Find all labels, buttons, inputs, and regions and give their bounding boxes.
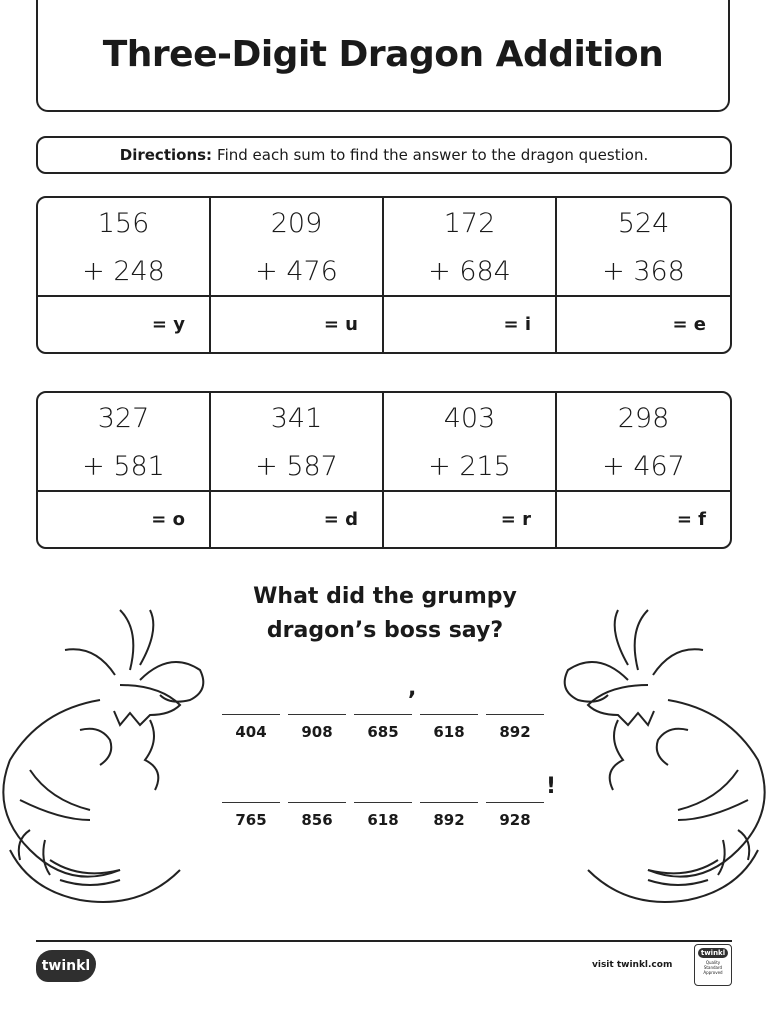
addend-1: 298	[617, 402, 670, 434]
answer-row-2	[222, 802, 544, 829]
answer-field[interactable]: = r	[500, 509, 531, 530]
slot-code: 618	[433, 723, 465, 741]
problem-cell	[211, 198, 384, 352]
answer-field[interactable]: = u	[323, 314, 358, 335]
slot-code: 892	[499, 723, 531, 741]
answer-slot[interactable]	[486, 714, 544, 741]
comma-mark: ,	[408, 676, 417, 701]
addend-1: 524	[617, 207, 670, 239]
answer-slot[interactable]	[288, 714, 346, 741]
problem-cell	[384, 393, 557, 547]
answer-slot[interactable]	[420, 714, 478, 741]
slot-code: 618	[367, 811, 399, 829]
directions-text: Find each sum to find the answer to the dragon question.	[217, 146, 649, 164]
question-line-1: What did the grumpy	[253, 584, 517, 609]
footer-divider	[36, 940, 732, 942]
answer-slot[interactable]	[354, 714, 412, 741]
problem-cell	[557, 198, 730, 352]
badge-text: Quality Standard Approved	[703, 960, 723, 975]
addend-1: 209	[270, 207, 323, 239]
riddle-question	[200, 580, 570, 648]
answer-slot[interactable]	[354, 802, 412, 829]
problem-cell	[557, 393, 730, 547]
question-line-2: dragon’s boss say?	[266, 618, 504, 643]
answer-field[interactable]: = o	[151, 509, 185, 530]
addend-2: + 587	[255, 450, 338, 482]
dragon-illustration-left	[0, 600, 220, 920]
slot-code: 856	[301, 811, 333, 829]
addend-2: + 581	[82, 450, 165, 482]
problem-cell	[38, 198, 211, 352]
slot-code: 685	[367, 723, 399, 741]
addend-2: + 476	[255, 255, 338, 287]
page-title: Three-Digit Dragon Addition	[102, 33, 664, 75]
quality-badge	[694, 944, 732, 986]
slot-code: 908	[301, 723, 333, 741]
addend-1: 341	[270, 402, 323, 434]
directions-label: Directions:	[119, 146, 213, 164]
answer-slot[interactable]	[486, 802, 544, 829]
problem-cell	[384, 198, 557, 352]
answer-slot[interactable]	[222, 802, 280, 829]
answer-field[interactable]: = d	[323, 509, 358, 530]
directions-box	[36, 136, 732, 174]
problem-grid-2	[36, 391, 732, 549]
visit-link[interactable]: visit twinkl.com	[592, 960, 673, 970]
addend-1: 403	[443, 402, 496, 434]
problem-cell	[38, 393, 211, 547]
answer-field[interactable]: = i	[503, 314, 531, 335]
answer-slot[interactable]	[288, 802, 346, 829]
slot-code: 404	[235, 723, 267, 741]
addend-2: + 368	[602, 255, 685, 287]
dragon-illustration-right	[548, 600, 768, 920]
title-box	[36, 0, 730, 112]
badge-logo: twinkl	[698, 948, 728, 958]
slot-code: 892	[433, 811, 465, 829]
exclamation-mark: !	[546, 774, 557, 799]
slot-code: 765	[235, 811, 267, 829]
answer-field[interactable]: = f	[676, 509, 706, 530]
addend-1: 172	[443, 207, 496, 239]
answer-field[interactable]: = y	[151, 314, 185, 335]
slot-code: 928	[499, 811, 531, 829]
answer-slot[interactable]	[222, 714, 280, 741]
twinkl-logo[interactable]: twinkl	[36, 950, 96, 982]
problem-grid-1	[36, 196, 732, 354]
answer-field[interactable]: = e	[672, 314, 706, 335]
addend-2: + 248	[82, 255, 165, 287]
problem-cell	[211, 393, 384, 547]
addend-2: + 215	[428, 450, 511, 482]
addend-2: + 684	[428, 255, 511, 287]
addend-1: 156	[97, 207, 150, 239]
addend-1: 327	[97, 402, 150, 434]
answer-row-1	[222, 714, 544, 741]
answer-slot[interactable]	[420, 802, 478, 829]
addend-2: + 467	[602, 450, 685, 482]
